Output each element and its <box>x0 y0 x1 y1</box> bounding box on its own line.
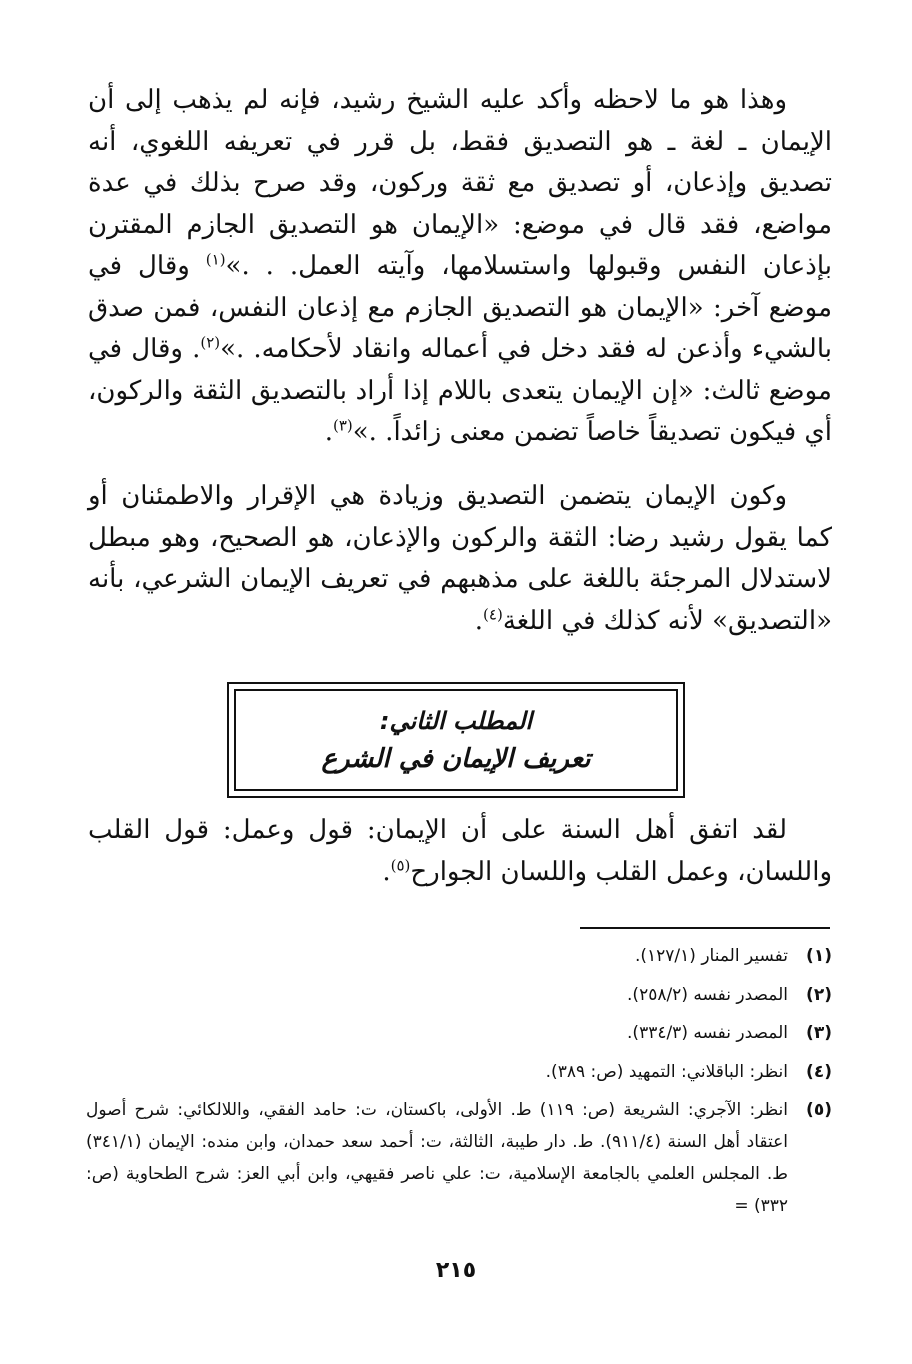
section-subtitle: المطلب الثاني: <box>379 707 533 735</box>
footnote-item <box>86 1017 832 1056</box>
footnote-item <box>86 940 832 979</box>
page-number: ٢١٥ <box>435 1258 477 1283</box>
paragraph-3 <box>88 810 832 893</box>
paragraph-1-text-d: . <box>324 417 333 447</box>
footnote-item <box>86 979 832 1018</box>
section-title: تعريف الإيمان في الشرع <box>321 744 591 774</box>
paragraph-1 <box>88 80 832 454</box>
paragraph-1-text-c: . وقال في موضع ثالث: «إن الإيمان يتعدى باللام إذا أراد بالتصديق الثقة والركون، أي فيكون تصديقاً خاصاً تضمن معنى زائداً. .» <box>88 334 832 447</box>
footnote-text: المصدر نفسه (٢٥٨/٢). <box>627 984 788 1005</box>
footnote-separator <box>580 927 830 929</box>
paragraph-3-text-a: لقد اتفق أهل السنة على أن الإيمان: قول وعمل: قول القلب واللسان، وعمل القلب واللسان الجوارح <box>88 815 832 887</box>
footnote-item <box>86 1056 832 1095</box>
footnote-text: تفسير المنار (١٢٧/١). <box>634 946 788 966</box>
footnote-number: (١) <box>806 946 832 966</box>
footnote-text: المصدر نفسه (٣٣٤/٣). <box>627 1023 788 1043</box>
section-title-inner-frame <box>234 689 678 791</box>
footnote-text: انظر: الباقلاني: التمهيد (ص: ٣٨٩). <box>545 1061 788 1082</box>
paragraph-2 <box>88 476 832 642</box>
section-title-box <box>227 682 685 798</box>
footnote-ref-4: (٤) <box>483 604 503 623</box>
footnote-ref-1: (١) <box>205 250 226 269</box>
footnote-number: (٤) <box>806 1061 832 1082</box>
paragraph-3-text-b: . <box>382 856 391 887</box>
footnote-number: (٣) <box>806 1023 832 1043</box>
footnote-ref-2: (٢) <box>200 333 221 352</box>
paragraph-2-text-b: . <box>474 605 484 636</box>
paragraph-2-text-a: وكون الإيمان يتضمن التصديق وزيادة هي الإقرار والاطمئنان أو كما يقول رشيد رضا: الثقة والركون والإذعان، هو الصحيح، وهو مبطل لاستدلال المرجئة باللغة على مذهبهم في تعريف الإيمان الشرعي، بأنه «التصديق» لأنه كذلك في اللغة <box>88 481 832 636</box>
footnote-number: (٥) <box>806 1100 832 1120</box>
footnote-number: (٢) <box>806 984 832 1005</box>
footnote-ref-5: (٥) <box>390 855 411 874</box>
footnote-text: انظر: الآجري: الشريعة (ص: ١١٩) ط. الأولى، باكستان، ت: حامد الفقي، واللالكائي: شرح أصول اعتقاد أهل السنة (٩١١/٤). ط. دار طيبة، الثالثة، ت: أحمد سعد حمدان، وابن منده: الإيمان (٣٤١/١) ط. المجلس العلمي بالجامعة الإسلامية، ت: علي ناصر فقيهي، وابن أبي العز: شرح الطحاوية (ص: ٣٣٢) = <box>86 1100 788 1216</box>
paragraph-1-text-a: وهذا هو ما لاحظه وأكد عليه الشيخ رشيد، فإنه لم يذهب إلى أن الإيمان ـ لغة ـ هو التصديق فقط، بل قرر في تعريفه اللغوي، أنه تصديق وإذعان، أو تصديق مع ثقة وركون، وقد صرح بذلك في عدة مواضع، فقد قال في موضع: «الإيمان هو التصديق الجازم المقترن بإذعان النفس وقبولها واستسلامها، وآيته العمل. . .» <box>88 85 832 281</box>
footnote-item <box>86 1094 832 1222</box>
footnote-ref-3: (٣) <box>332 416 353 435</box>
footnotes-list <box>86 940 832 1222</box>
paragraph-1-text-b: وقال في موضع آخر: «الإيمان هو التصديق الجازم مع إذعان النفس، فمن صدق بالشيء وأذعن له فقد دخل في أعماله وانقاد لأحكامه. .» <box>88 251 832 364</box>
